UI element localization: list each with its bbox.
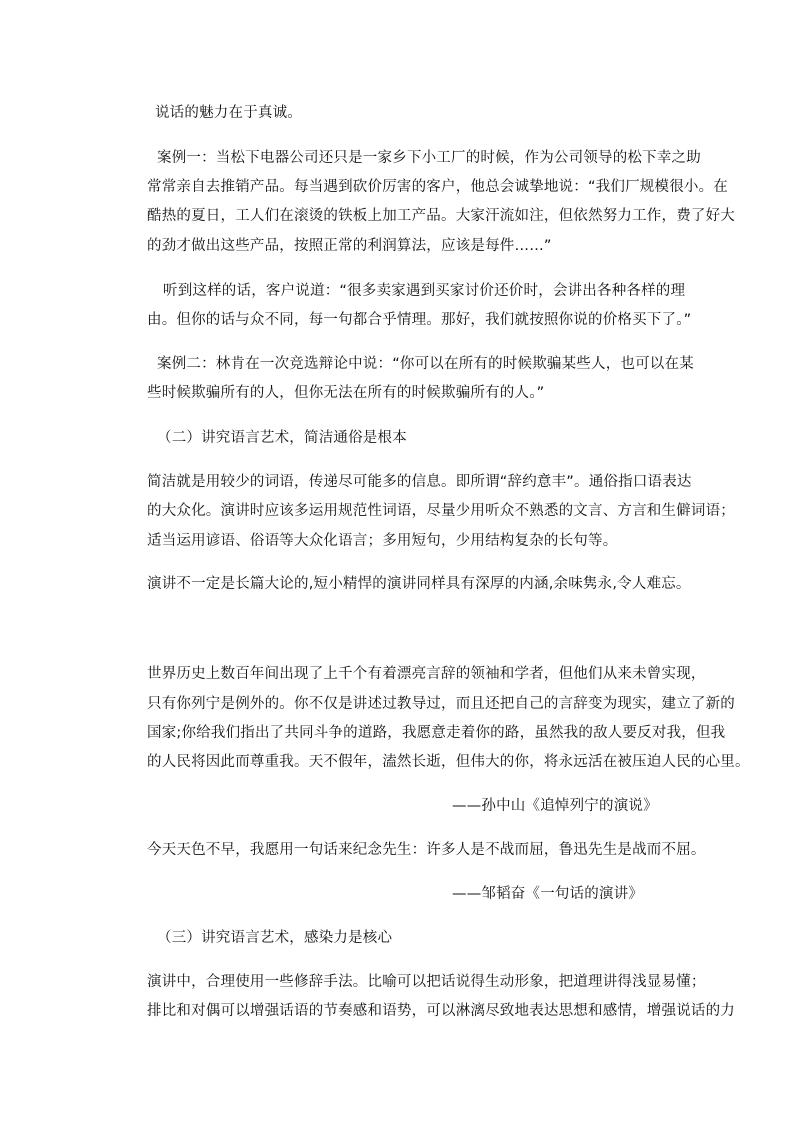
case-two-line: 些时候欺骗所有的人，但你无法在所有的时候欺骗所有的人。” [147,385,545,401]
quote-line: 只有你列宁是例外的。你不仅是讲述过教导过，而且还把自己的言辞变为现实，建立了新的 [147,696,735,712]
quote-attribution: ——孙中山《追悼列宁的演说》 [452,798,658,814]
quote-line: 世界历史上数百年间出现了上千个有着漂亮言辞的领袖和学者，但他们从来未曾实现， [147,666,706,682]
case-one-line: 酷热的夏日，工人们在滚烫的铁板上加工产品。大家汗流如注，但依然努力工作，费了好大 [147,208,735,224]
quote-line: 今天天色不早，我愿用一句话来纪念先生：许多人是不战而屈，鲁迅先生是战而不屈。 [147,842,706,858]
case-one-line: 案例一：当松下电器公司还只是一家乡下小工厂的时候，作为公司领导的松下幸之助 [157,150,701,166]
quote-attribution: ——邹韬奋《一句话的演讲》 [452,886,644,902]
customer-response-line: 听到这样的话，客户说道：“很多卖家遇到买家讨价还价时，会讲出各种各样的理 [163,283,686,299]
body-line: 的大众化。演讲时应该多运用规范性词语，尽量少用听众不熟悉的文言、方言和生僻词语； [147,503,735,519]
body-line: 适当运用谚语、俗语等大众化语言；多用短句，少用结构复杂的长句等。 [147,533,618,549]
quote-line: 国家;你给我们指出了共同斗争的道路，我愿意走着你的路，虽然我的敌人要反对我，但我 [147,725,726,741]
case-two-line: 案例二：林肯在一次竞选辩论中说：“你可以在所有的时候欺骗某些人，也可以在某 [157,356,694,372]
body-line: 演讲不一定是长篇大论的,短小精悍的演讲同样具有深厚的内涵,余味隽永,令人难忘。 [147,576,691,592]
paragraph-line: 说话的魅力在于真诚。 [155,105,302,121]
section-heading: （三）讲究语言艺术，感染力是核心 [157,930,393,946]
body-line: 排比和对偶可以增强话语的节奏感和语势，可以淋漓尽致地表达思想和感情，增强说话的力 [147,1003,735,1019]
case-one-line: 常常亲自去推销产品。每当遇到砍价厉害的客户，他总会诚挚地说：“我们厂规模很小。在 [147,179,729,195]
body-line: 演讲中，合理使用一些修辞手法。比喻可以把话说得生动形象，把道理讲得浅显易懂； [147,974,706,990]
quote-line: 的人民将因此而尊重我。天不假年，溘然长逝，但伟大的你，将永远活在被压迫人民的心里。 [147,754,750,770]
customer-response-line: 由。但你的话与众不同，每一句都合乎情理。那好，我们就按照你说的价格买下了。” [147,312,692,328]
body-line: 简洁就是用较少的词语，传递尽可能多的信息。即所谓“辞约意丰”。通俗指口语表达 [147,474,692,490]
case-one-line: 的劲才做出这些产品，按照正常的利润算法，应该是每件……” [147,238,552,254]
section-heading: （二）讲究语言艺术，简洁通俗是根本 [157,430,407,446]
